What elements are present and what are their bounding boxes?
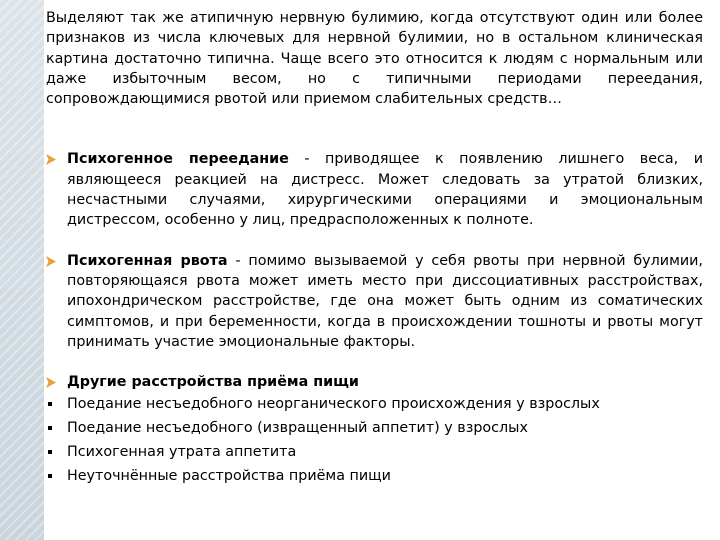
list-item-psychogenic-overeating [46, 149, 703, 230]
square-bullet-icon [48, 402, 52, 406]
side-strip-pattern [0, 0, 44, 540]
list-item [46, 464, 703, 488]
item-title: Психогенная рвота [67, 252, 228, 269]
item-title: Психогенное переедание [67, 151, 289, 168]
list-item-text: Поедание несъедобного (извращенный аппетит) у взрослых [67, 420, 528, 437]
spacer [46, 231, 703, 251]
item-text: - приводящее к появлению лишнего веса, и являющееся реакцией на дистресс. Может следовать за утратой близких, несчастными случаями, хирургическими операциями и эмоциональным дистрессом, особенно у лиц, предрасположенных к полноте. [67, 151, 703, 229]
arrow-bullet-icon [46, 149, 60, 169]
other-disorders-list [46, 392, 703, 488]
list-item-psychogenic-vomiting [46, 251, 703, 352]
list-item-text: Психогенная утрата аппетита [67, 444, 297, 461]
square-bullet-icon [48, 426, 52, 430]
square-bullet-icon [48, 450, 52, 454]
list-item [46, 440, 703, 464]
decorative-side-strip [0, 0, 44, 540]
square-bullet-icon [48, 474, 52, 478]
other-disorders-title: Другие расстройства приёма пищи [67, 374, 359, 391]
slide-content [46, 8, 703, 488]
spacer [46, 109, 703, 149]
list-item-text: Неуточнённые расстройства приёма пищи [67, 468, 391, 485]
list-item [46, 392, 703, 416]
list-item [46, 416, 703, 440]
arrow-bullet-icon [46, 372, 60, 392]
arrow-bullet-icon [46, 251, 60, 271]
intro-paragraph: Выделяют так же атипичную нервную булимию, когда отсутствуют один или более признаков из числа ключевых для нервной булимии, но в остальном клиническая картина достаточно типична. Чаще всего это относится к людям с нормальным или даже избыточным весом, но с типичными периодами переедания, сопровождающимися рвотой или приемом слабительных средств… [46, 10, 703, 108]
list-item-text: Поедание несъедобного неорганического происхождения у взрослых [67, 396, 600, 413]
item-text: - помимо вызываемой у себя рвоты при нервной булимии, повторяющаяся рвота может иметь место при диссоциативных расстройствах, ипохондрическом расстройстве, где она может быть одним из соматических симптомов, и при беременности, когда в происхождении тошноты и рвоты могут принимать участие эмоциональные факторы. [67, 252, 703, 350]
list-item-other-disorders-heading [46, 372, 703, 392]
spacer [46, 352, 703, 372]
